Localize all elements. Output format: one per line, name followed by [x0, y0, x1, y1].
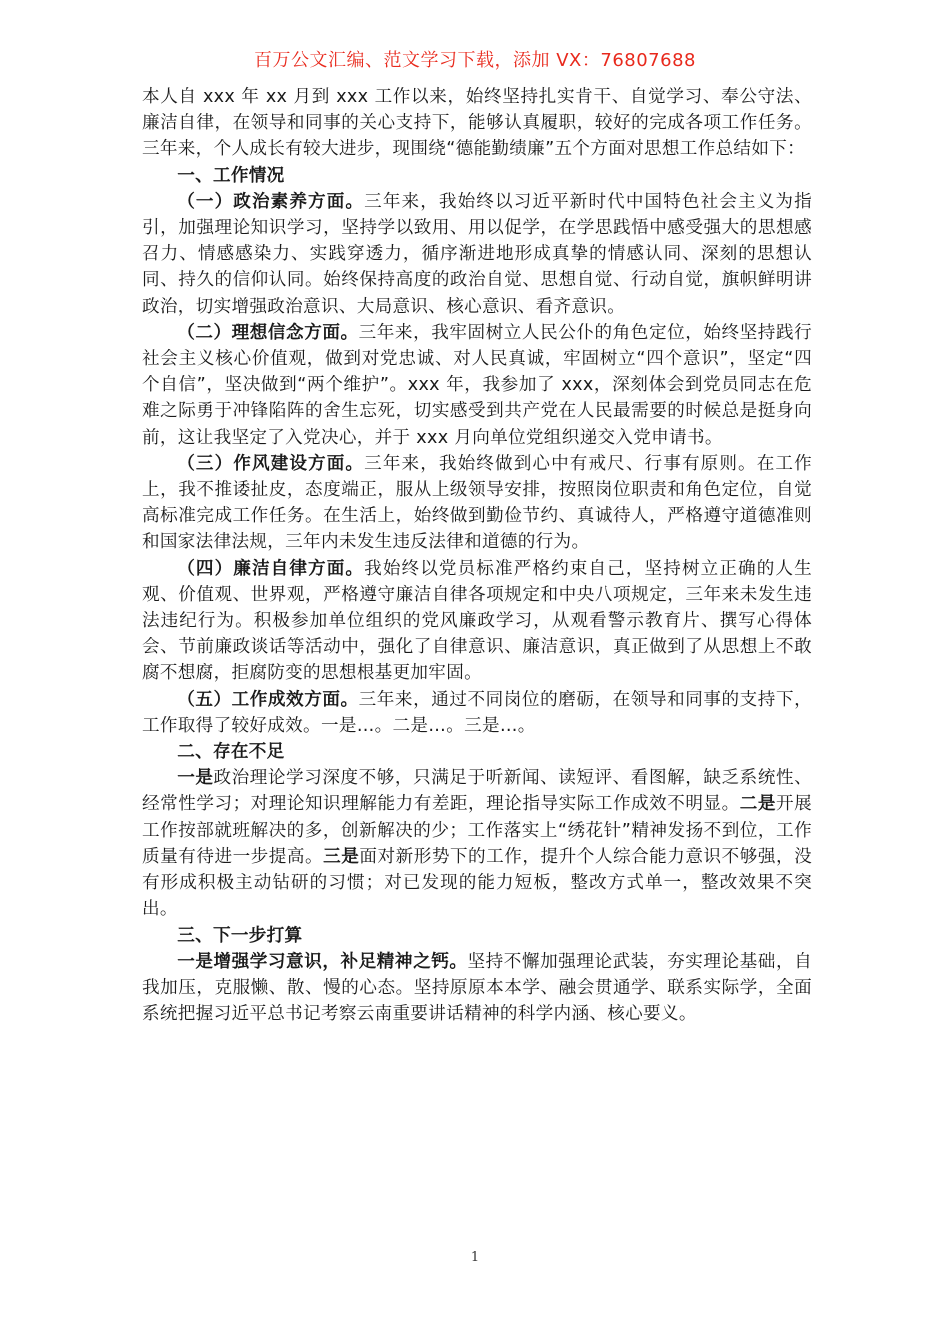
promo-banner: 百万公文汇编、范文学习下载，添加 VX：76807688: [254, 50, 696, 71]
shortcoming-lead-1: 一是: [177, 768, 214, 789]
page-number: 1: [470, 1250, 480, 1265]
paragraph-lead: （五）工作成效方面。: [177, 689, 359, 710]
paragraph-next-steps: [142, 949, 812, 1028]
paragraph-political-quality: [142, 189, 812, 320]
paragraph-work-style: [142, 451, 812, 556]
paragraph-lead: （三）作风建设方面。: [177, 453, 365, 474]
intro-paragraph: 本人自 xxx 年 xx 月到 xxx 工作以来，始终坚持扎实肯干、自觉学习、奉公守法、廉洁自律，在领导和同事的关心支持下，能够认真履职，较好的完成各项工作任务。三年来，个人成长有较大进步，现围绕“德能勤绩廉”五个方面对思想工作总结如下：: [142, 87, 812, 160]
paragraph-work-results: [142, 687, 812, 739]
section-heading-shortcomings: 二、存在不足: [177, 742, 285, 763]
paragraph-text: 三年来，我牢固树立人民公仆的角色定位，始终坚持践行社会主义核心价值观，做到对党忠诚、对人民真诚，牢固树立“四个意识”，坚定“四个自信”，坚决做到“两个维护”。xxx 年，我参加了 xxx，深刻体会到党员同志在危难之际勇于冲锋陷阵的舍生忘死，切实感受到共产党在人民最需要的时候总是挺身向前，这让我坚定了入党决心，并于 xxx 月向单位党组织递交入党申请书。: [142, 322, 812, 448]
section-heading-next-steps: 三、下一步打算: [177, 925, 303, 946]
document-body: [142, 84, 812, 1027]
paragraph-shortcomings: [142, 765, 812, 922]
paragraph-text: 坚持不懈加强理论武装，夯实理论基础，自我加压，克服懒、散、慢的心态。坚持原原本本学、融会贯通学、联系实际学，全面系统把握习近平总书记考察云南重要讲话精神的科学内涵、核心要义。: [142, 951, 812, 1025]
section-heading-work-status: 一、工作情况: [177, 165, 285, 186]
paragraph-lead: （二）理想信念方面。: [177, 322, 359, 343]
shortcoming-lead-3: 三是: [323, 846, 360, 867]
shortcoming-lead-2: 二是: [739, 794, 776, 815]
paragraph-lead: （一）政治素养方面。: [177, 191, 365, 212]
paragraph-text: 我始终以党员标准严格约束自己，坚持树立正确的人生观、价值观、世界观，严格遵守廉洁自律各项规定和中央八项规定，三年来未发生违法违纪行为。积极参加单位组织的党风廉政学习，从观看警示教育片、撰写心得体会、节前廉政谈话等活动中，强化了自律意识、廉洁意识，真正做到了从思想上不敢腐不想腐，拒腐防变的思想根基更加牢固。: [142, 558, 812, 684]
paragraph-text: 三年来，我始终做到心中有戒尺、行事有原则。在工作上，我不推诿扯皮，态度端正，服从上级领导安排，按照岗位职责和角色定位，自觉高标准完成工作任务。在生活上，始终做到勤俭节约、真诚待人，严格遵守道德准则和国家法律法规，三年内未发生违反法律和道德的行为。: [142, 453, 812, 553]
paragraph-lead: 一是增强学习意识，补足精神之钙。: [177, 951, 468, 972]
paragraph-text: 三年来，通过不同岗位的磨砺，在领导和同事的支持下，工作取得了较好成效。一是…。二是…。三是…。: [142, 689, 812, 736]
shortcoming-text-2: 开展工作按部就班解决的多，创新解决的少；工作落实上“绣花针”精神发扬不到位，工作质量有待进一步提高。: [142, 794, 812, 867]
shortcoming-text-1: 政治理论学习深度不够，只满足于听新闻、读短评、看图解，缺乏系统性、经常性学习；对理论知识理解能力有差距，理论指导实际工作成效不明显。: [142, 768, 812, 815]
paragraph-ideals-beliefs: [142, 320, 812, 451]
paragraph-lead: （四）廉洁自律方面。: [177, 558, 365, 579]
paragraph-integrity: [142, 556, 812, 687]
shortcoming-text-3: 面对新形势下的工作，提升个人综合能力意识不够强，没有形成积极主动钻研的习惯；对已发现的能力短板，整改方式单一，整改效果不突出。: [142, 846, 812, 920]
paragraph-text: 三年来，我始终以习近平新时代中国特色社会主义为指引，加强理论知识学习，坚持学以致用、用以促学，在学思践悟中感受强大的思想感召力、情感感染力、实践穿透力，循序渐进地形成真挚的情感认同、深刻的思想认同、持久的信仰认同。始终保持高度的政治自觉、思想自觉、行动自觉，旗帜鲜明讲政治，切实增强政治意识、大局意识、核心意识、看齐意识。: [142, 191, 812, 317]
